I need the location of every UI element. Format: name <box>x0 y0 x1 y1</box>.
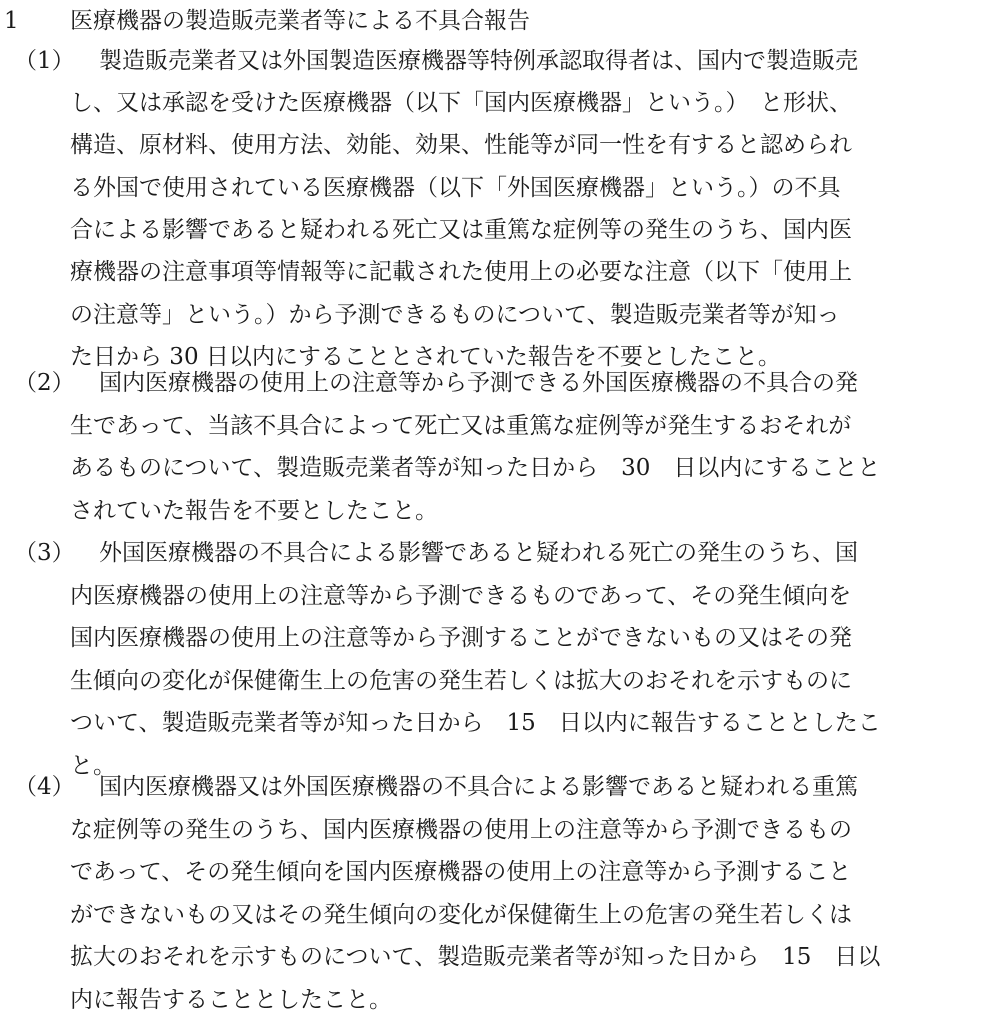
item-marker: （1） <box>14 48 75 74</box>
paragraph-line: 拡大のおそれを示すものについて、製造販売業者等が知った日から 15 日以 <box>70 944 881 970</box>
paragraph-line: る外国で使用されている医療機器（以下「外国医療機器」という。）の不具 <box>70 175 841 201</box>
section-number: 1 <box>4 8 19 34</box>
paragraph-line: と。 <box>70 753 116 779</box>
paragraph-line: 外国医療機器の不具合による影響であると疑われる死亡の発生のうち、国 <box>99 540 858 566</box>
paragraph-line: た日から 30 日以内にすることとされていた報告を不要としたこと。 <box>70 344 781 370</box>
paragraph-line: な症例等の発生のうち、国内医療機器の使用上の注意等から予測できるもの <box>70 817 852 843</box>
paragraph-line: し、又は承認を受けた医療機器（以下「国内医療機器」という。） と形状、 <box>70 90 852 116</box>
paragraph-line: 生傾向の変化が保健衛生上の危害の発生若しくは拡大のおそれを示すものに <box>70 668 852 694</box>
paragraph-line: 内に報告することとしたこと。 <box>70 987 392 1013</box>
paragraph-line: 内医療機器の使用上の注意等から予測できるものであって、その発生傾向を <box>70 583 852 609</box>
paragraph-line: 国内医療機器の使用上の注意等から予測できる外国医療機器の不具合の発 <box>99 370 858 396</box>
paragraph-line: 生であって、当該不具合によって死亡又は重篤な症例等が発生するおそれが <box>70 413 852 439</box>
item-marker: （3） <box>14 540 75 566</box>
paragraph-line: 国内医療機器又は外国医療機器の不具合による影響であると疑われる重篤 <box>99 774 858 800</box>
paragraph-line: であって、その発生傾向を国内医療機器の使用上の注意等から予測すること <box>70 859 852 885</box>
paragraph-line: されていた報告を不要としたこと。 <box>70 498 438 524</box>
paragraph-line: 療機器の注意事項等情報等に記載された使用上の必要な注意（以下「使用上 <box>70 259 852 285</box>
paragraph-line: の注意等」という。）から予測できるものについて、製造販売業者等が知っ <box>70 302 840 328</box>
section-heading <box>0 2 530 40</box>
paragraph-line: ができないもの又はその発生傾向の変化が保健衛生上の危害の発生若しくは <box>70 902 852 928</box>
paragraph-line: あるものについて、製造販売業者等が知った日から 30 日以内にすることと <box>70 455 881 481</box>
paragraph-line: 製造販売業者又は外国製造医療機器等特例承認取得者は、国内で製造販売 <box>99 48 858 74</box>
paragraph-line: ついて、製造販売業者等が知った日から 15 日以内に報告することとしたこ <box>70 710 881 736</box>
item-marker: （4） <box>14 774 75 800</box>
paragraph-line: 合による影響であると疑われる死亡又は重篤な症例等の発生のうち、国内医 <box>70 217 852 243</box>
paragraph-line: 国内医療機器の使用上の注意等から予測することができないもの又はその発 <box>70 625 852 651</box>
section-title: 医療機器の製造販売業者等による不具合報告 <box>70 8 530 34</box>
paragraph-line: 構造、原材料、使用方法、効能、効果、性能等が同一性を有すると認められ <box>70 132 852 158</box>
item-marker: （2） <box>14 370 75 396</box>
